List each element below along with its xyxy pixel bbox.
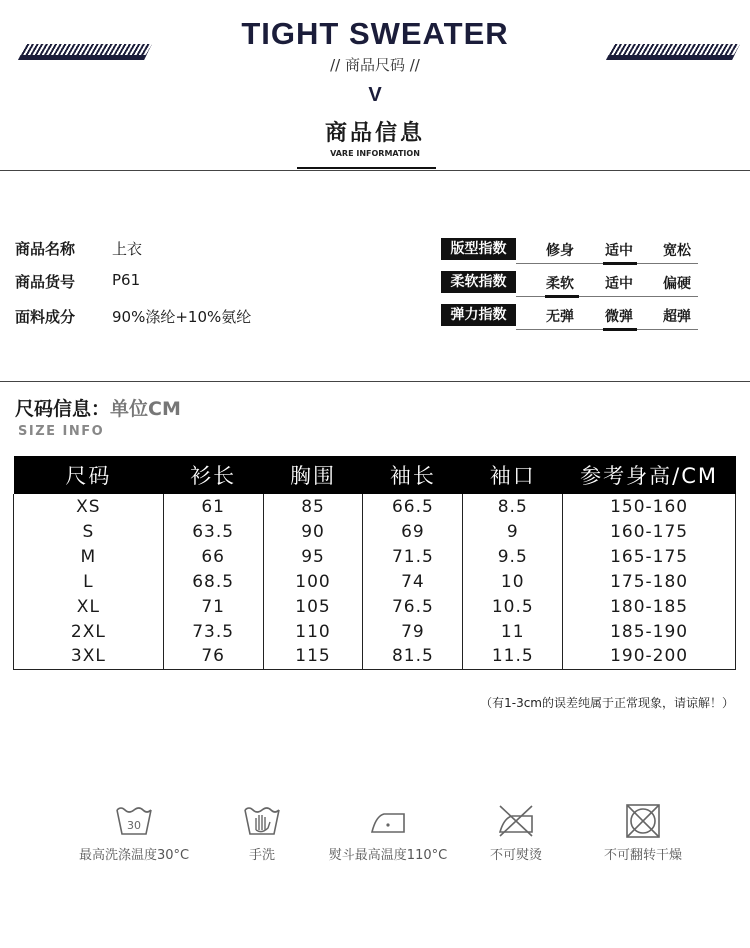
table-row (14, 644, 736, 669)
table-cell: 9 (463, 519, 563, 544)
table-cell: 76.5 (363, 594, 463, 619)
table-cell: 68.5 (163, 569, 263, 594)
selected-marker (603, 328, 637, 331)
divider-top (0, 170, 750, 171)
divider-middle (0, 381, 750, 382)
wash-temperature: 30 (127, 819, 141, 832)
table-cell: 11.5 (463, 644, 563, 669)
table-cell: 115 (263, 644, 363, 669)
info-value: P61 (112, 271, 141, 289)
care-item-wash (64, 804, 204, 863)
table-row (14, 494, 736, 519)
page-title: TIGHT SWEATER (241, 16, 509, 51)
table-cell: 11 (463, 619, 563, 644)
chevron-down-icon: V (368, 84, 382, 106)
table-cell: 90 (263, 519, 363, 544)
info-label: 商品货号 (15, 273, 76, 291)
no-tumble-dry-icon (623, 804, 663, 838)
table-row (14, 569, 736, 594)
index-label: 弹力指数 (441, 304, 516, 326)
table-row (14, 519, 736, 544)
table-cell: L (14, 569, 164, 594)
table-cell: 66 (163, 544, 263, 569)
table-row (14, 619, 736, 644)
table-cell: 185-190 (563, 619, 736, 644)
tolerance-note: （有1-3cm的误差纯属于正常现象，请谅解！） (480, 696, 734, 710)
iron-icon (368, 804, 408, 838)
selected-marker (545, 295, 579, 298)
table-cell: M (14, 544, 164, 569)
no-iron-icon (496, 804, 536, 838)
table-cell: 81.5 (363, 644, 463, 669)
info-value: 90%涤纶+10%氨纶 (112, 308, 252, 326)
size-unit: 单位CM (110, 398, 181, 420)
care-label: 不可熨烫 (489, 848, 542, 863)
table-cell: 165-175 (563, 544, 736, 569)
index-line (516, 296, 698, 297)
column-header: 衫长 (163, 456, 263, 494)
column-header: 参考身高/CM (563, 456, 736, 494)
table-cell: 69 (363, 519, 463, 544)
care-label: 手洗 (248, 848, 275, 863)
table-cell: 180-185 (563, 594, 736, 619)
table-cell: 95 (263, 544, 363, 569)
page-subtitle: // 商品尺码 // (330, 56, 420, 74)
care-label: 最高洗涤温度30°C (78, 848, 190, 863)
table-cell: 175-180 (563, 569, 736, 594)
section-title: 商品信息 (324, 121, 425, 146)
softness-index (441, 271, 698, 297)
table-cell: S (14, 519, 164, 544)
column-header: 袖长 (363, 456, 463, 494)
table-cell: 8.5 (463, 494, 563, 519)
table-cell: 105 (263, 594, 363, 619)
section-underline (297, 167, 436, 169)
table-cell: 100 (263, 569, 363, 594)
size-heading (15, 394, 181, 421)
table-cell: 63.5 (163, 519, 263, 544)
table-cell: 79 (363, 619, 463, 644)
selected-marker (603, 262, 637, 265)
info-label: 面料成分 (15, 308, 76, 326)
table-cell: 3XL (14, 644, 164, 669)
table-cell: 71 (163, 594, 263, 619)
care-label: 熨斗最高温度110°C (328, 848, 448, 863)
care-item-iron (318, 804, 458, 863)
table-cell: 61 (163, 494, 263, 519)
index-label: 版型指数 (441, 238, 516, 260)
index-option-selected: 适中 (605, 243, 633, 259)
table-cell: 110 (263, 619, 363, 644)
table-cell: XS (14, 494, 164, 519)
size-table (13, 456, 736, 670)
care-label: 不可翻转干燥 (603, 848, 682, 863)
fit-index (441, 238, 698, 264)
table-cell: 2XL (14, 619, 164, 644)
index-option: 宽松 (663, 243, 691, 259)
table-cell: 73.5 (163, 619, 263, 644)
table-cell: 74 (363, 569, 463, 594)
size-table-header (14, 456, 736, 494)
index-option: 适中 (605, 276, 633, 292)
care-item-no-iron (446, 804, 586, 863)
care-item-no-tumble (573, 804, 713, 863)
table-cell: 160-175 (563, 519, 736, 544)
index-label: 柔软指数 (441, 271, 516, 293)
table-cell: 76 (163, 644, 263, 669)
hand-wash-icon (242, 804, 282, 838)
elasticity-index (441, 304, 698, 330)
table-cell: 150-160 (563, 494, 736, 519)
wash-30-icon (114, 804, 154, 838)
table-cell: 66.5 (363, 494, 463, 519)
table-row (14, 544, 736, 569)
index-option: 修身 (546, 243, 574, 259)
table-cell: 10 (463, 569, 563, 594)
index-option-selected: 微弹 (605, 309, 633, 325)
section-subtitle: VARE INFORMATION (330, 149, 420, 158)
column-header: 胸围 (263, 456, 363, 494)
table-cell: 71.5 (363, 544, 463, 569)
size-heading-en: SIZE INFO (18, 424, 105, 439)
info-value: 上衣 (112, 240, 143, 258)
size-heading-text: 尺码信息： (15, 398, 111, 420)
index-option-selected: 柔软 (546, 276, 574, 292)
index-option: 无弹 (546, 309, 574, 325)
index-option: 超弹 (663, 309, 691, 325)
column-header: 袖口 (463, 456, 563, 494)
table-cell: 190-200 (563, 644, 736, 669)
table-row (14, 594, 736, 619)
table-cell: XL (14, 594, 164, 619)
table-cell: 9.5 (463, 544, 563, 569)
care-item-handwash (192, 804, 332, 863)
info-label: 商品名称 (15, 240, 76, 258)
table-cell: 85 (263, 494, 363, 519)
index-option: 偏硬 (663, 276, 691, 292)
column-header: 尺码 (14, 456, 164, 494)
table-cell: 10.5 (463, 594, 563, 619)
